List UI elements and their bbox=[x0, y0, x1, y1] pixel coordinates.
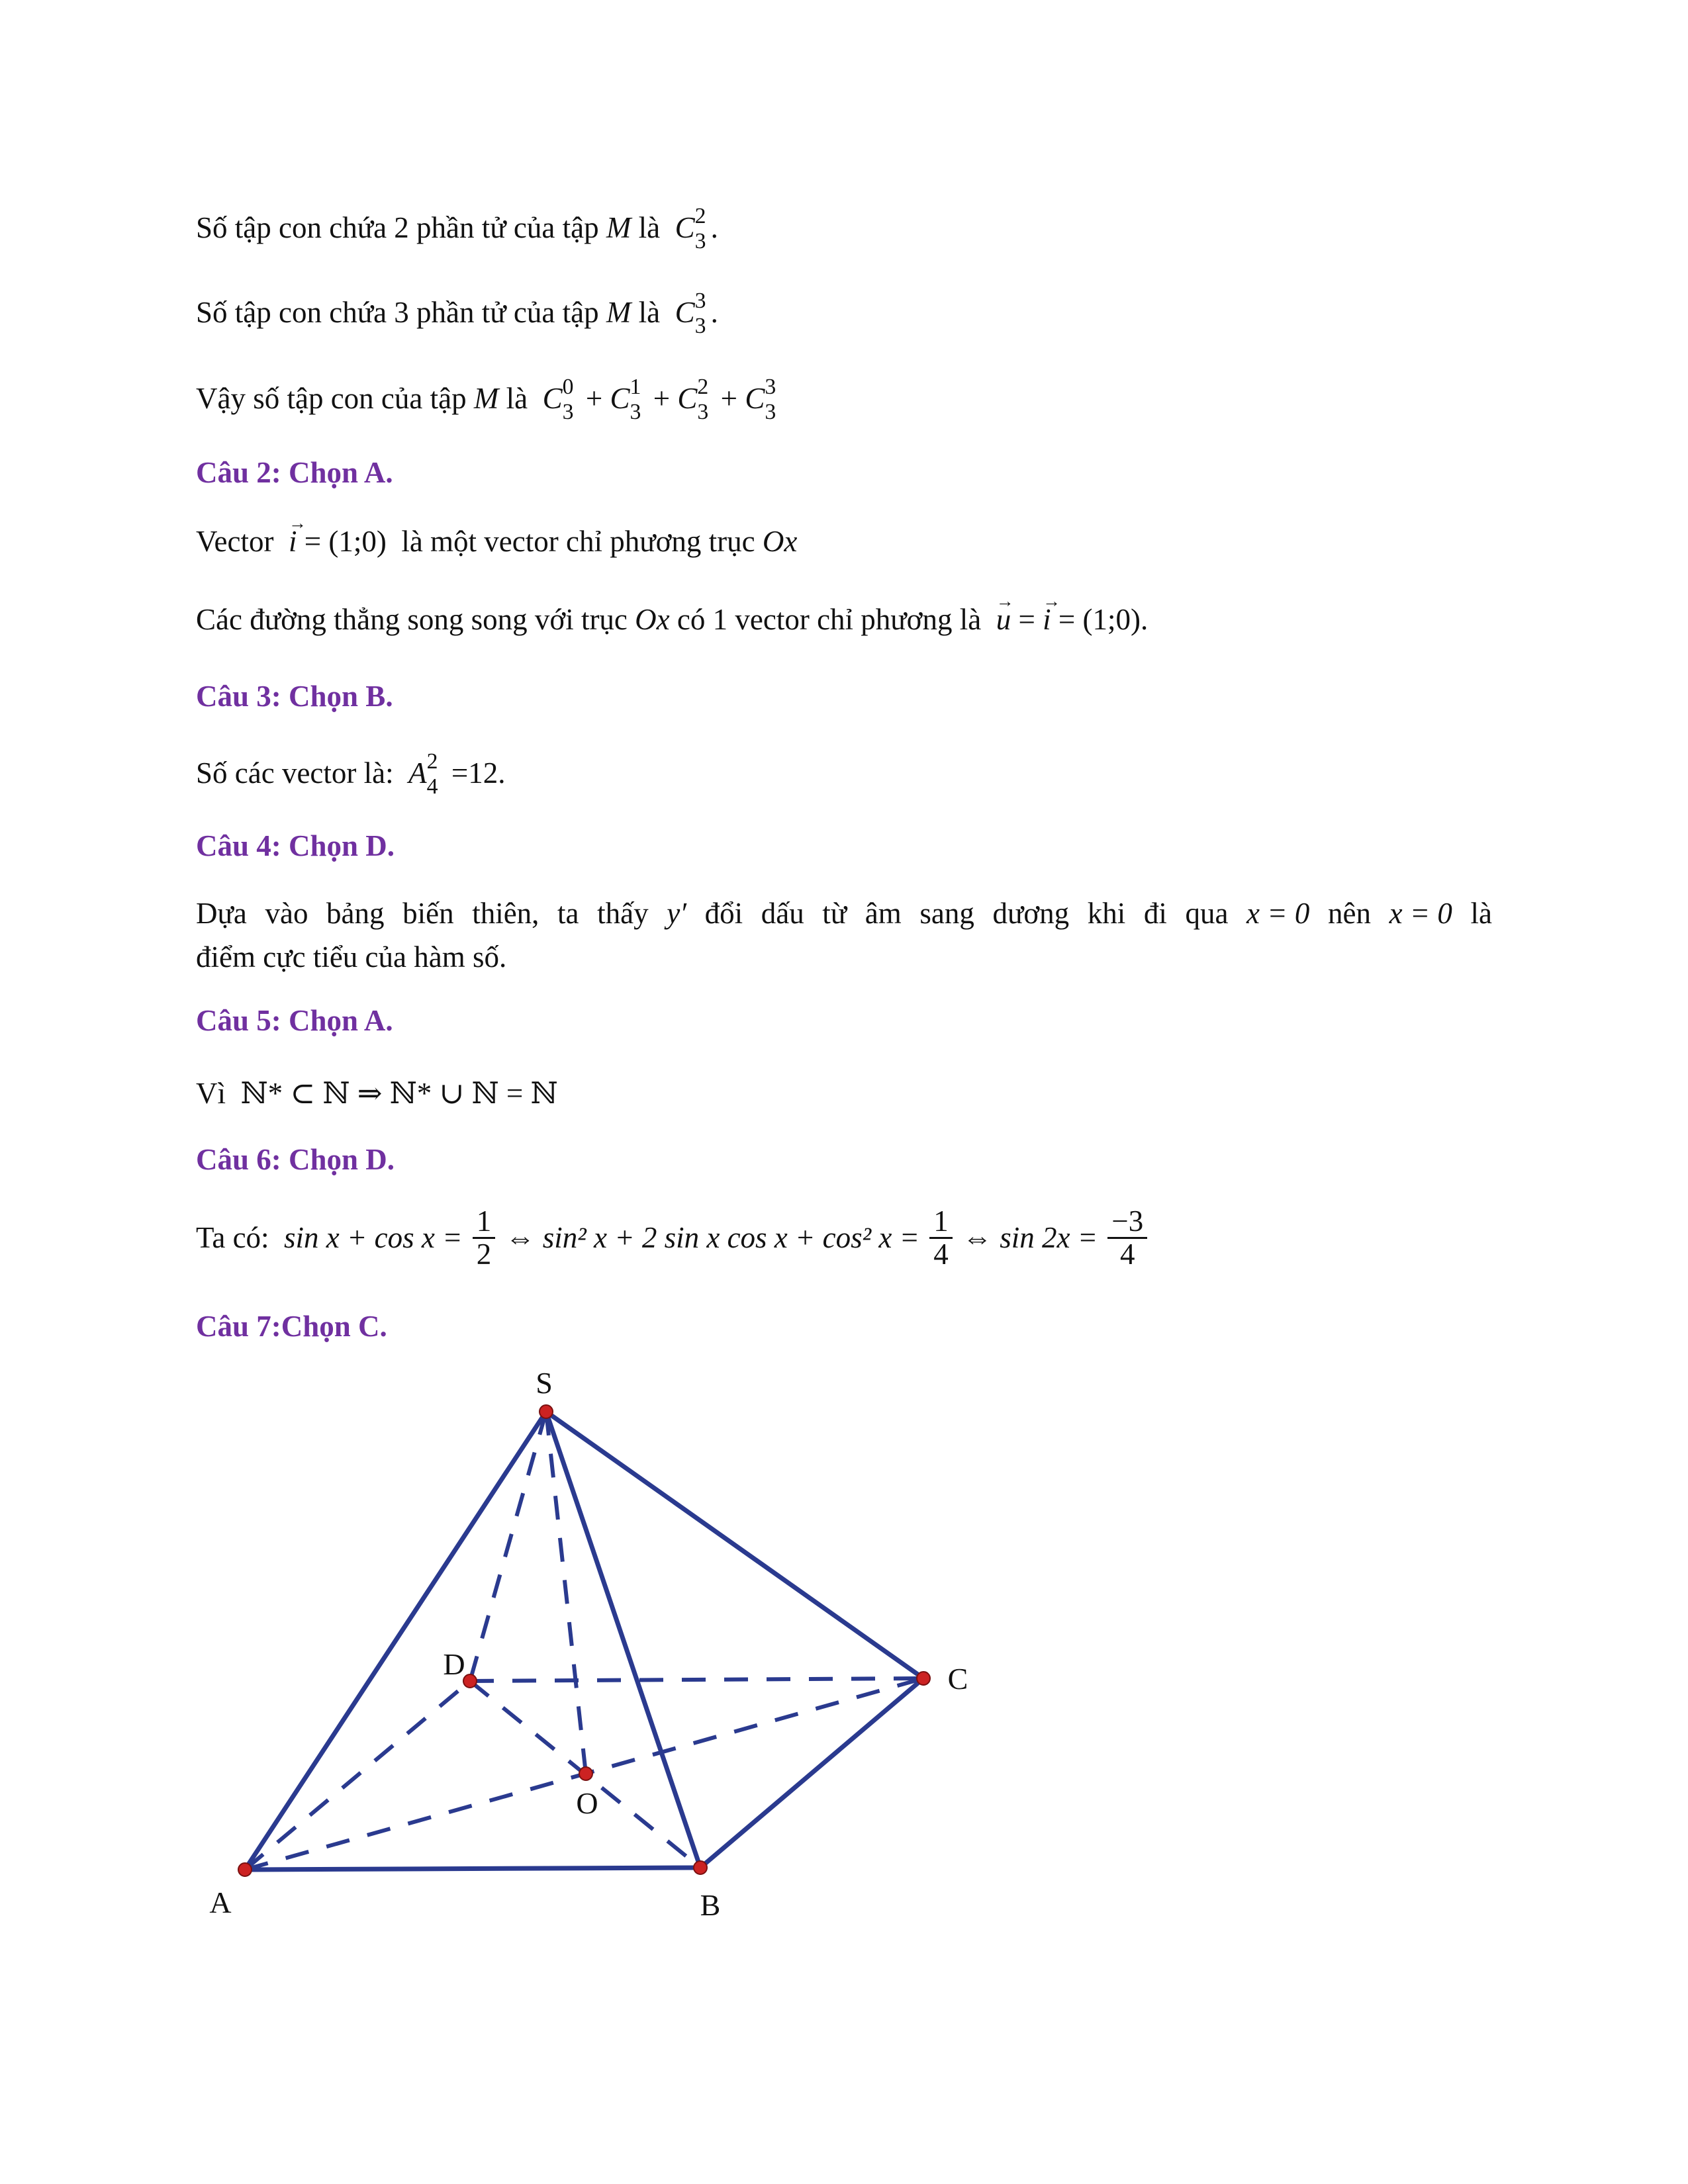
point-O bbox=[579, 1767, 592, 1780]
heading-cau-3: Câu 3: Chọn B. bbox=[196, 680, 393, 713]
edge-AD bbox=[245, 1681, 470, 1870]
label-D: D bbox=[443, 1647, 465, 1681]
point-D bbox=[463, 1674, 477, 1688]
fraction-neg3-4: $\frac{-3}{4}$ bbox=[1107, 1206, 1147, 1271]
edge-AB bbox=[245, 1868, 700, 1870]
label-O: O bbox=[576, 1786, 598, 1820]
label-A: A bbox=[209, 1886, 232, 1919]
heading-cau-2: Câu 2: Chọn A. bbox=[196, 456, 393, 489]
line-subsets-2: Số tập con chứa 2 phần tử của tập M là C 2 3 . bbox=[196, 204, 718, 254]
fraction-1-4: $\frac{1}{4}$ bbox=[929, 1206, 953, 1271]
cau-2-line-2: Các đường thẳng song song với trục Ox có 1 vector chỉ phương là → u = → i = (1;0). bbox=[196, 605, 1148, 635]
line-subsets-3: Số tập con chứa 3 phần tử của tập M là C 3 3 . bbox=[196, 289, 718, 339]
point-A bbox=[238, 1863, 252, 1876]
cau-3-line: Số các vector là: A 2 4 =12. bbox=[196, 749, 506, 799]
cau-6-line: Ta có: sin x + cos x = $\frac{1}{2}$ ⇔ sin² x + 2 sin x cos x + cos² x = $\frac{1}{4}$ ⇔ sin 2x = $\frac{-3}{4}$ bbox=[196, 1206, 1150, 1271]
edge-SA bbox=[245, 1412, 546, 1870]
point-C bbox=[917, 1672, 930, 1685]
cau-4-line-2: điểm cực tiểu của hàm số. bbox=[196, 940, 507, 974]
label-C: C bbox=[947, 1662, 968, 1696]
cau-2-line-1: Vector → i = (1;0) là một vector chỉ phương trục Ox bbox=[196, 527, 797, 557]
label-B: B bbox=[700, 1888, 721, 1922]
heading-cau-4: Câu 4: Chọn D. bbox=[196, 829, 395, 862]
cau-4-line-1: Dựa vào bảng biến thiên, ta thấy y′ đổi dấu từ âm sang dương khi đi qua x = 0 nên x = 0 là bbox=[196, 897, 1492, 930]
label-S: S bbox=[536, 1366, 553, 1400]
edge-SC bbox=[546, 1412, 923, 1678]
heading-cau-5: Câu 5: Chọn A. bbox=[196, 1004, 393, 1037]
cau-5-line: Vì ℕ* ⊂ ℕ ⇒ ℕ* ∪ ℕ = ℕ bbox=[196, 1077, 558, 1110]
heading-cau-7: Câu 7:Chọn C. bbox=[196, 1310, 387, 1343]
line-total-subsets: Vậy số tập con của tập M là C 0 3 + C 1 3 + C 2 3 + C 3 3 bbox=[196, 375, 776, 425]
edge-DC bbox=[470, 1678, 923, 1681]
edge-SD bbox=[470, 1412, 546, 1681]
heading-cau-6: Câu 6: Chọn D. bbox=[196, 1143, 395, 1176]
point-S bbox=[539, 1405, 553, 1418]
pyramid-figure bbox=[185, 1350, 1019, 1946]
edge-BC bbox=[700, 1678, 923, 1868]
point-B bbox=[694, 1861, 707, 1874]
fraction-1-2: $\frac{1}{2}$ bbox=[473, 1206, 496, 1271]
